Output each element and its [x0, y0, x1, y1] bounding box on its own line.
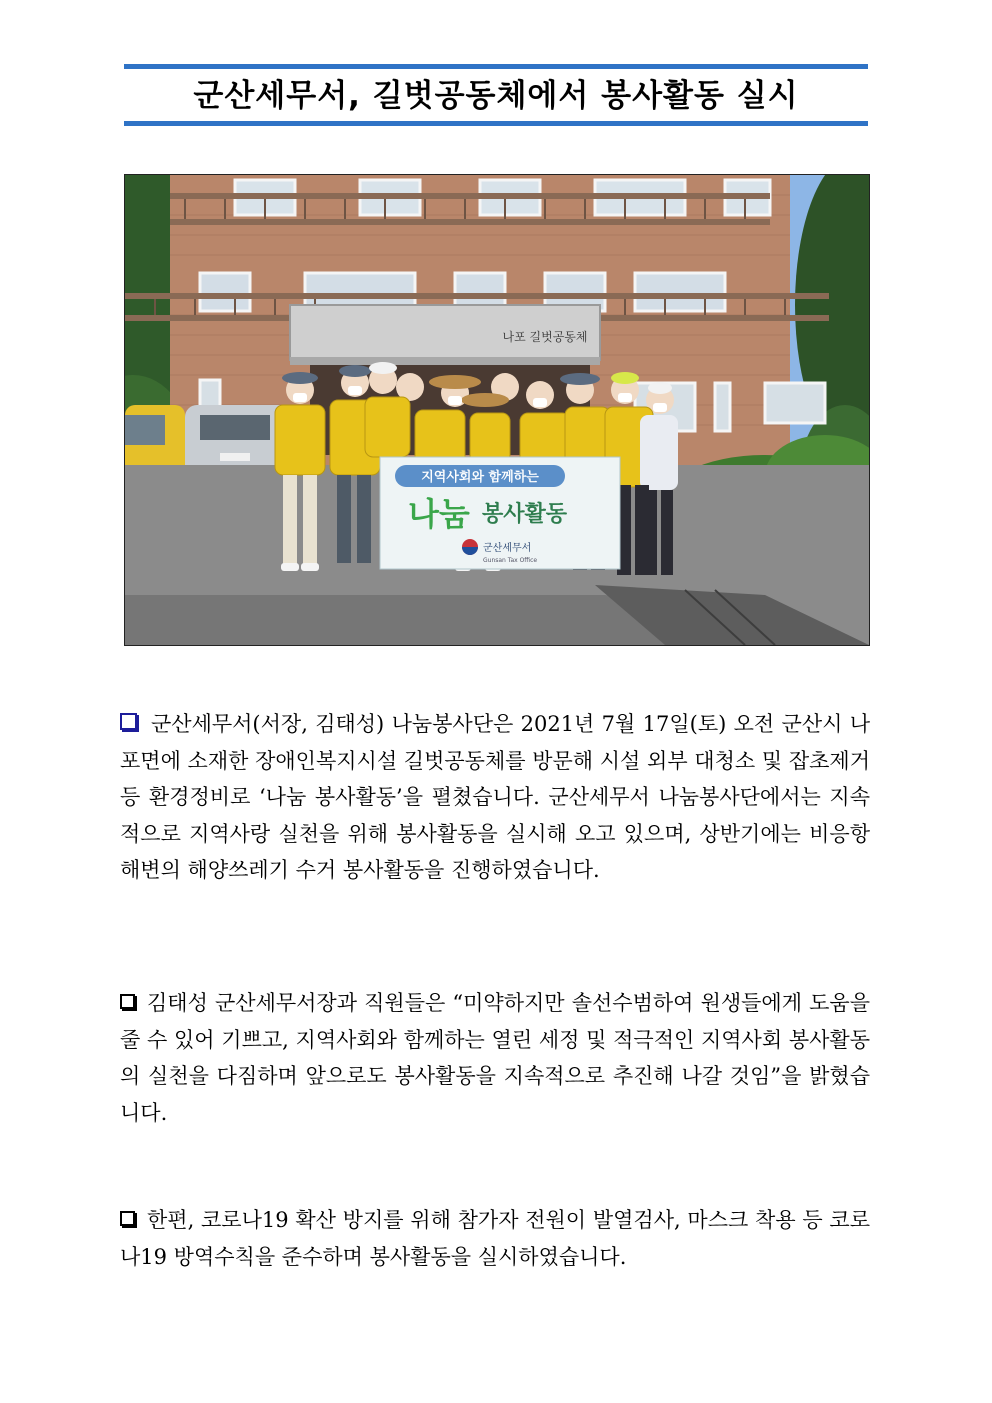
paragraph-3: [120, 1202, 870, 1275]
banner-main-b: 봉사활동: [482, 502, 568, 527]
banner-main-a: 나눔: [408, 495, 470, 533]
black-square-icon: [120, 994, 135, 1009]
title-rule-top: [124, 64, 868, 69]
paragraph-1: [120, 706, 870, 889]
paragraph-3-text: 한편, 코로나19 확산 방지를 위해 참가자 전원이 발열검사, 마스크 착용 등 코로나19 방역수칙을 준수하며 봉사활동을 실시하였습니다.: [120, 1208, 870, 1269]
photo-illustration: [125, 175, 869, 645]
paragraph-2-text: 김태성 군산세무서장과 직원들은 “미약하지만 솔선수범하여 원생들에게 도움을 줄 수 있어 기쁘고, 지역사회와 함께하는 열린 세정 및 적극적인 지역사회 봉사활동의 실천을 다짐하며 앞으로도 봉사활동을 지속적으로 추진해 나갈 것임”을 밝혔습니다.: [120, 991, 870, 1125]
banner-top-text: 지역사회와 함께하는: [421, 470, 539, 485]
paragraph-1-text: 군산세무서(서장, 김태성) 나눔봉사단은 2021년 7월 17일(토) 오전 군산시 나포면에 소재한 장애인복지시설 길벗공동체를 방문해 시설 외부 대청소 및 잡초제거 등 환경정비로 ‘나눔 봉사활동’을 펼쳤습니다. 군산세무서 나눔봉사단에서는 지속적으로 지역사랑 실천을 위해 봉사활동을 실시해 오고 있으며, 상반기에는 비응항 해변의 해양쓰레기 수거 봉사활동을 진행하였습니다.: [120, 712, 870, 882]
banner: [380, 457, 620, 569]
title-banner: [124, 64, 868, 126]
paragraph-2: [120, 985, 870, 1131]
title-rule-bottom: [124, 121, 868, 126]
page-title: 군산세무서, 길벗공동체에서 봉사활동 실시: [193, 78, 799, 114]
building-sign: 나포 길벗공동체: [502, 330, 588, 344]
blue-square-icon: [120, 713, 137, 730]
black-square-icon: [120, 1211, 135, 1226]
banner-org: 군산세무서: [483, 543, 532, 554]
banner-org-sub: Gunsan Tax Office: [483, 557, 538, 564]
group-photo: [124, 174, 870, 646]
